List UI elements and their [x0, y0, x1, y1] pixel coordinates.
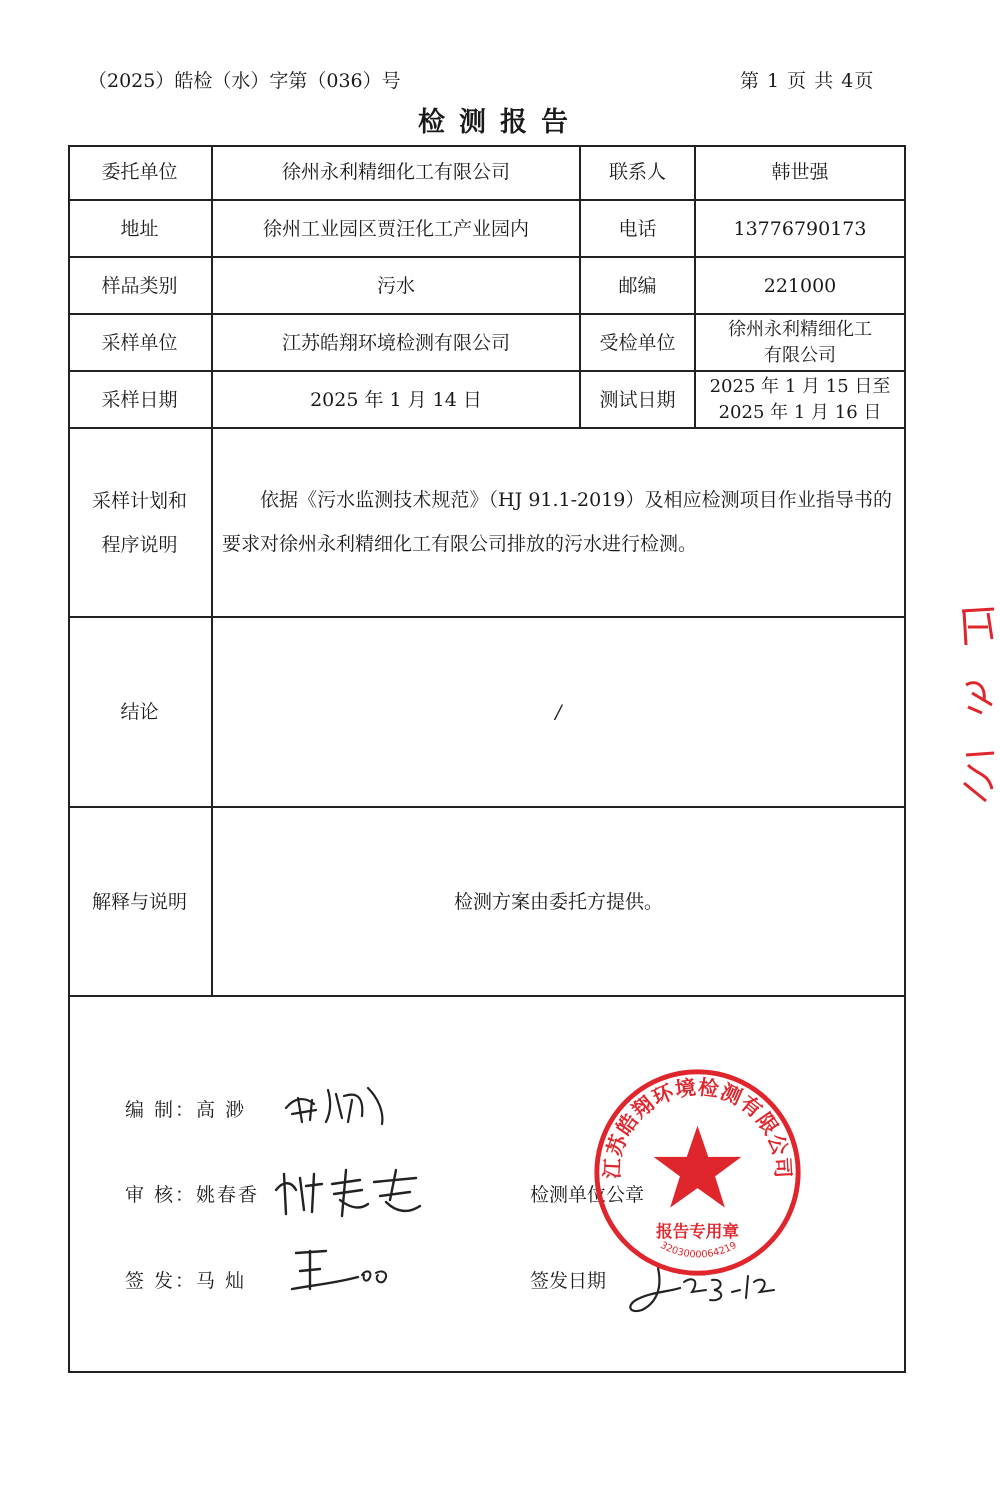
page-edge-stamp: [958, 605, 1000, 805]
report-title: 检测报告: [418, 107, 582, 138]
seal-company-text: 江苏皓翔环境检测有限公司: [599, 1074, 796, 1180]
reviewer-signature: [270, 1160, 430, 1220]
inspected-value-line-2: 有限公司: [764, 344, 836, 366]
explanation-label: 解释与说明: [91, 890, 187, 913]
reviewed-by-label: 审 核：姚春香: [125, 1184, 260, 1206]
plan-label-line-1: 采样计划和: [91, 489, 187, 512]
phone-label: 电话: [618, 217, 657, 240]
issue-date-label: 签发日期: [530, 1270, 607, 1292]
inspected-label: 受检单位: [599, 331, 676, 354]
page-number: 第 1 页 共 4页: [740, 70, 875, 92]
test-date-line-1: 2025 年 1 月 15 日至: [709, 375, 891, 397]
seal-star-icon: [654, 1126, 742, 1208]
issued-by-label: 签 发：马 灿: [125, 1270, 247, 1292]
report-number: （2025）皓检（水）字第（036）号: [88, 70, 401, 92]
contact-value: 韩世强: [771, 161, 829, 183]
sampler-value: 江苏皓翔环境检测有限公司: [281, 331, 510, 354]
sample-type-label: 样品类别: [101, 274, 178, 297]
plan-text: 依据《污水监测技术规范》（HJ 91.1-2019）及相应检测项目作业指导书的要求对徐州永利精细化工有限公司排放的污水进行检测。: [222, 489, 892, 555]
explanation-value: 检测方案由委托方提供。: [453, 890, 663, 913]
inspected-value-line-1: 徐州永利精细化工: [728, 318, 872, 340]
contact-label: 联系人: [608, 161, 666, 183]
prepared-by-label: 编 制：高 渺: [125, 1099, 247, 1121]
address-label: 地址: [120, 217, 159, 240]
issuer-signature: [286, 1245, 396, 1300]
sampling-date-label: 采样日期: [101, 388, 178, 411]
plan-label-line-2: 程序说明: [101, 533, 178, 556]
seal-code-text: 3203000064219: [658, 1239, 739, 1261]
client-value: 徐州永利精细化工有限公司: [281, 161, 510, 183]
unit-seal-label: 检测单位公章: [530, 1184, 645, 1206]
official-seal: [590, 1065, 805, 1280]
postcode-label: 邮编: [618, 274, 657, 297]
sampler-label: 采样单位: [101, 331, 178, 354]
client-label: 委托单位: [101, 161, 178, 183]
test-date-label: 测试日期: [599, 388, 676, 411]
address-value: 徐州工业园区贾汪化工产业园内: [262, 217, 529, 240]
sample-type-value: 污水: [376, 274, 415, 297]
row-divider: [68, 995, 906, 997]
sampling-date-value: 2025 年 1 月 14 日: [310, 388, 482, 411]
seal-purpose-text: 报告专用章: [655, 1222, 740, 1241]
conclusion-value: /: [555, 701, 562, 723]
plan-label: [68, 429, 211, 616]
conclusion-label: 结论: [120, 701, 159, 723]
postcode-value: 221000: [763, 274, 837, 297]
preparer-signature: [282, 1078, 402, 1128]
inspected-value: [696, 315, 904, 370]
phone-value: 13776790173: [733, 217, 867, 240]
test-date-value: [696, 372, 904, 427]
test-date-line-2: 2025 年 1 月 16 日: [718, 401, 882, 423]
